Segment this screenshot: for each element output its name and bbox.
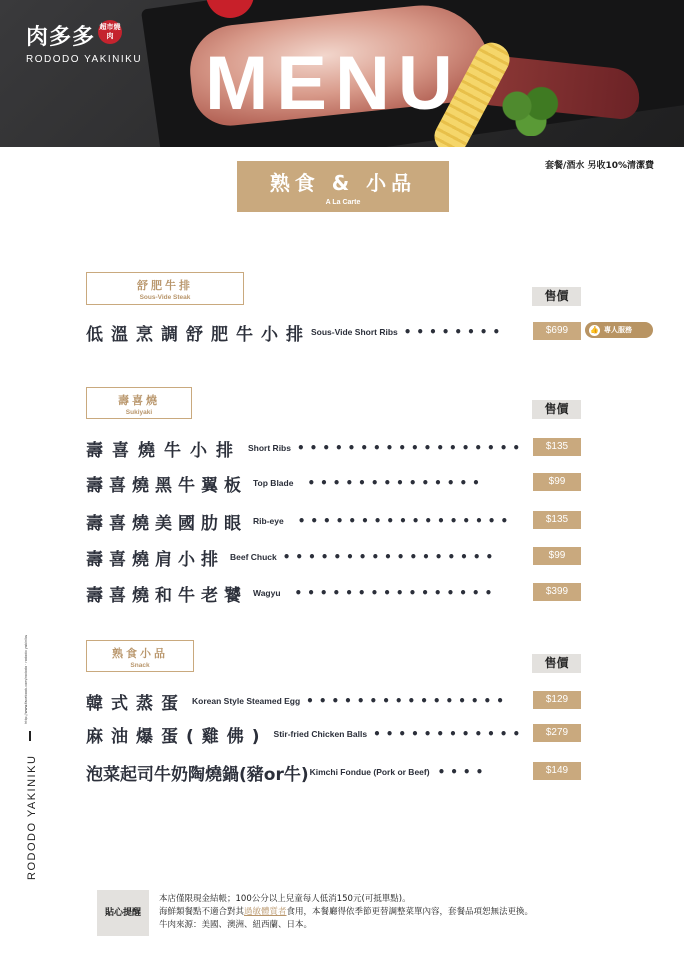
- item-name-cn: 壽喜燒黑牛翼板: [86, 475, 247, 496]
- price-header: 售價: [532, 400, 581, 419]
- leader-dots: •••••••••••••••••: [297, 514, 514, 528]
- item-price: $699: [533, 322, 581, 340]
- notice-tag: 貼心提醒: [97, 890, 149, 936]
- item-name-cn: 低溫烹調舒肥牛小排: [86, 324, 311, 345]
- price-header: 售價: [532, 654, 581, 673]
- leader-dots: ••••: [437, 765, 489, 779]
- menu-item: [86, 722, 525, 746]
- menu-item: [86, 581, 497, 605]
- menu-item: [86, 509, 513, 533]
- item-name-en: Stir-fried Chicken Balls: [273, 729, 368, 739]
- thumbs-up-icon: 👍: [590, 325, 599, 334]
- menu-title: MENU: [205, 41, 461, 126]
- brand-logo: [26, 20, 142, 65]
- item-name-en: Top Blade: [253, 478, 294, 488]
- section-title-cn: 熟食小品: [112, 647, 168, 660]
- brand-name-cn: 肉多多: [26, 24, 96, 50]
- item-name-cn: 泡菜起司牛奶陶燒鍋(豬or牛): [86, 764, 309, 785]
- broccoli-image: [496, 86, 566, 136]
- leader-dots: ••••••••••••: [373, 727, 526, 741]
- item-price: $399: [533, 583, 581, 601]
- section-header-sukiyaki: [86, 387, 192, 419]
- notice-text: 海鮮類餐點不適合對其: [159, 907, 245, 917]
- item-price: $135: [533, 438, 581, 456]
- section-header-snack: [86, 640, 194, 672]
- item-name-cn: 壽喜燒肩小排: [86, 549, 224, 570]
- leader-dots: ••••••••••••••••••: [296, 441, 526, 455]
- price-header: 售價: [532, 287, 581, 306]
- leader-dots: ••••••••: [403, 325, 506, 339]
- side-divider: [29, 731, 31, 741]
- menu-item: [86, 689, 509, 713]
- item-price: $99: [533, 473, 581, 491]
- item-name-en: Sous-Vide Short Ribs: [311, 327, 398, 337]
- side-brand-label: RODODO YAKINIKU: [26, 754, 38, 880]
- item-price: $135: [533, 511, 581, 529]
- leader-dots: ••••••••••••••••: [294, 586, 498, 600]
- leader-dots: ••••••••••••••••: [306, 694, 509, 708]
- page-title: [237, 161, 449, 212]
- notice-line: 本店僅限現金結帳；100公分以上兒童每人低消150元(可抵單點)。: [159, 894, 411, 904]
- item-name-cn: 麻油爆蛋(雞佛): [86, 726, 268, 747]
- brand-name-en: RODODO YAKINIKU: [26, 54, 143, 65]
- leader-dots: •••••••••••••••••: [282, 550, 499, 564]
- badge-label: 專人服務: [604, 326, 632, 334]
- side-url-text: http://www.facebook.com/rododo · rododo yakiniku: [24, 634, 28, 724]
- section-title-cn: 舒肥牛排: [137, 279, 193, 292]
- section-title-en: Sukiyaki: [125, 409, 153, 416]
- section-title-en: Sous-Vide Steak: [139, 294, 191, 301]
- notice-line: [159, 906, 533, 919]
- page-title-cn: 熟食 & 小品: [269, 171, 417, 195]
- menu-item: [86, 320, 505, 344]
- menu-item: [86, 760, 488, 784]
- item-name-en: Short Ribs: [248, 443, 291, 453]
- item-price: $149: [533, 762, 581, 780]
- item-price: $129: [533, 691, 581, 709]
- leader-dots: ••••••••••••••: [307, 476, 485, 490]
- item-price: $99: [533, 547, 581, 565]
- notice-line: 牛肉來源：美國、澳洲、紐西蘭、日本。: [159, 920, 313, 930]
- item-name-cn: 韓式蒸蛋: [86, 693, 186, 714]
- item-name-en: Wagyu: [253, 588, 281, 598]
- item-name-en: Korean Style Steamed Egg: [192, 696, 301, 706]
- allergy-highlight: 過敏體質者: [244, 907, 287, 917]
- section-title-en: Snack: [130, 662, 150, 669]
- item-name-en: Kimchi Fondue (Pork or Beef): [309, 767, 430, 777]
- notice-text: 食用，本餐廳得依季節更替調整菜單內容，套餐品項恕無法更換。: [286, 907, 534, 917]
- hero-banner: [0, 0, 684, 147]
- notice-lines: [159, 893, 533, 932]
- item-name-en: Rib-eye: [253, 516, 284, 526]
- section-header-sous-vide: [86, 272, 244, 305]
- staff-service-badge: [585, 322, 653, 338]
- item-price: $279: [533, 724, 581, 742]
- section-title-cn: 壽喜燒: [118, 394, 160, 407]
- item-name-cn: 壽喜燒美國肋眼: [86, 513, 247, 534]
- item-name-cn: 壽喜燒和牛老饕: [86, 585, 247, 606]
- page-title-en: A La Carte: [325, 199, 361, 206]
- menu-item: [86, 471, 485, 495]
- menu-item: [86, 545, 498, 569]
- item-name-cn: 壽喜燒牛小排: [86, 440, 242, 461]
- item-name-en: Beef Chuck: [230, 552, 277, 562]
- menu-item: [86, 436, 525, 460]
- service-charge-note: 套餐/酒水 另收10%清潔費: [545, 161, 654, 171]
- brand-seal: 超市燒肉: [98, 20, 122, 44]
